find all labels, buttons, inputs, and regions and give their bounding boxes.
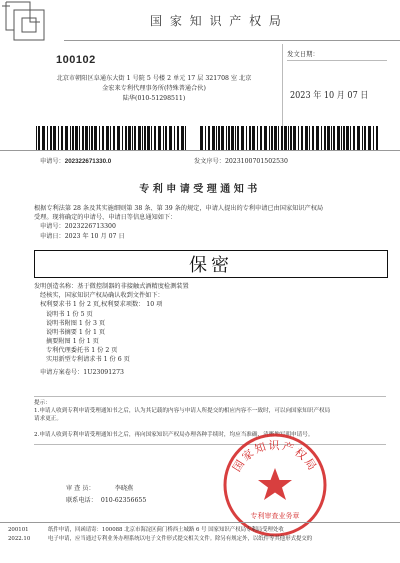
note-line: 2.申请人收到专利申请受理通知书之后，再向国家知识产权局办理各种手续时，均应当准确、清晰地写明申请号。 <box>34 432 314 438</box>
case-reference-line: 申请方案卷号：1U23091273 <box>40 369 124 376</box>
examiner-field <box>66 484 133 493</box>
file-list-item: 说明书 1 份 5 页 <box>46 311 93 318</box>
header-divider <box>64 40 400 41</box>
examiner-name: 李晓燕 <box>114 485 134 492</box>
confidential-stamp <box>34 250 388 278</box>
sequence-number-field <box>194 156 288 165</box>
cnipa-logo-icon <box>0 0 64 44</box>
application-number-label: 申请号： <box>40 158 65 165</box>
recipient-contact-line: 陆华(010-51298511) <box>122 95 186 102</box>
intro-filing-date: 申请日：2023 年 10 月 07 日 <box>40 233 125 240</box>
invention-title-line: 发明创造名称：基于微控制器的非接触式酒精度检测装置 <box>34 283 189 290</box>
file-list-item: 权利要求书 1 份 2 页,权利要求项数： 10 项 <box>40 301 163 308</box>
agency-title: 国 家 知 识 产 权 局 <box>150 14 283 28</box>
barcode-left-icon <box>36 126 186 150</box>
notes-divider <box>34 396 386 397</box>
form-version: 2022.10 <box>8 536 31 542</box>
dispatch-date-value: 2023 年 10 月 07 日 <box>290 91 369 101</box>
dispatch-date-divider <box>287 60 387 61</box>
dispatch-date-label: 发文日期： <box>287 50 319 58</box>
file-list-item: 说明书附图 1 份 3 页 <box>46 320 106 327</box>
file-list-item: 说明书摘要 1 份 1 页 <box>46 329 106 336</box>
seal-text: 国家知识产权局 <box>230 439 320 475</box>
intro-paragraph-line: 受理。现将确定的申请号、申请日等信息通知如下： <box>34 214 177 221</box>
barcode-right-icon <box>200 126 378 150</box>
notes-divider-bottom <box>34 444 386 445</box>
sequence-number-label: 发文序号： <box>194 158 225 165</box>
sequence-number-value: 2023100701502530 <box>224 158 288 165</box>
phone-label: 联系电话： <box>66 497 97 504</box>
note-line: 1.申请人收到专利申请受理通知书之后，认为其记载的内容与申请人所提交的相应内容不一致时，可以向国家知识产权局 <box>34 408 331 414</box>
application-number-field <box>40 156 111 165</box>
form-code: 200101 <box>8 527 29 533</box>
note-line: 请求更正。 <box>34 416 62 422</box>
official-seal-icon <box>220 430 330 540</box>
barcode-divider <box>0 150 400 151</box>
file-list-item: 摘要附图 1 份 1 页 <box>46 338 99 345</box>
footer-mail-line: 纸件申请，回函请寄：100088 北京市海淀区蓟门桥西土城路 6 号 国家知识产权局专利局受理处收 <box>48 527 284 533</box>
footer-divider <box>0 522 400 523</box>
recipient-address-line: 北京市朝阳区阜通东大街 1 号院 5 号楼 2 单元 17 层 321708 室 北京 <box>56 75 252 82</box>
file-list-item: 实用新型专利请求书 1 份 6 页 <box>46 356 130 363</box>
intro-application-number: 申请号：2023226713300 <box>40 223 116 230</box>
recipient-agency-line: 金宏来专利代理事务所(特殊普通合伙) <box>102 85 206 92</box>
seal-subtitle: 专利审查业务章 <box>250 512 300 520</box>
recipient-postcode: 100102 <box>56 54 96 66</box>
footer-electronic-line: 电子申请，应当通过专利业务办理系统以电子文件形式提交相关文件。除另有规定外，以纸件等其他形式提交的 <box>48 536 313 542</box>
intro-paragraph-line: 根据专利法第 28 条及其实施细则第 38 条、第 39 条的规定，申请人提出的专利申请已由国家知识产权局 <box>34 205 324 212</box>
notice-title: 专利申请受理通知书 <box>139 184 261 195</box>
examiner-label: 审 查 员： <box>66 485 95 492</box>
received-files-intro: 经核实，国家知识产权局确认收到文件如下： <box>40 292 164 299</box>
application-number-value: 202322671330.0 <box>64 158 112 165</box>
phone-field <box>66 496 146 505</box>
phone-value: 010-62356655 <box>100 497 147 504</box>
notes-header: 提示： <box>34 400 51 406</box>
file-list-item: 专利代理委托书 1 份 2 页 <box>46 347 118 354</box>
confidential-label: 保密 <box>189 255 233 276</box>
